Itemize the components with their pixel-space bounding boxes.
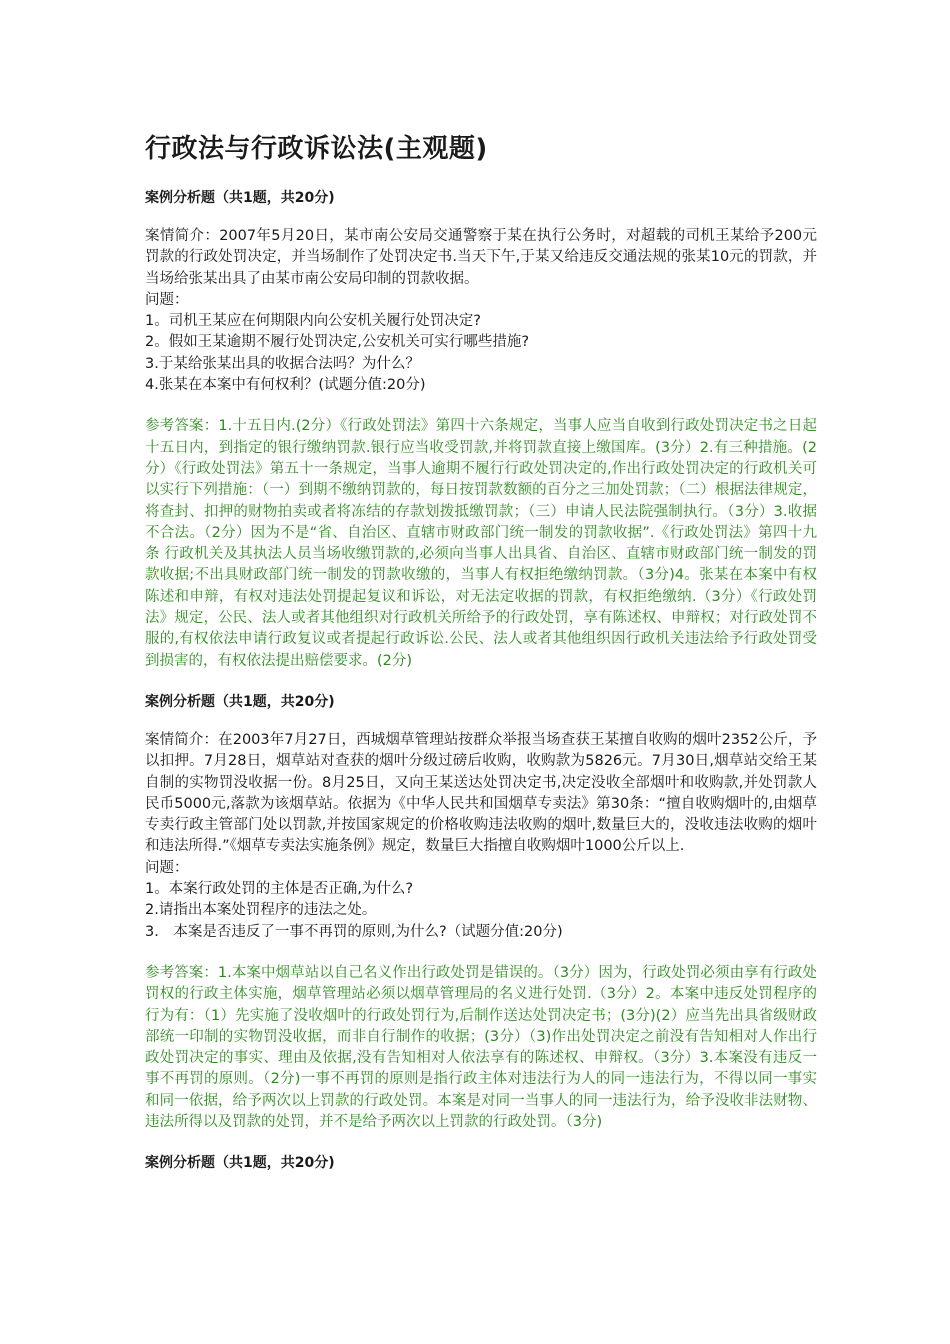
case-2-reference-answer: 参考答案：1.本案中烟草站以自己名义作出行政处罚是错误的。（3分）因为，行政处罚必须由享有行政处罚权的行政主体实施，烟草管理站必须以烟草管理局的名义进行处罚.（3分）2。本案中违反处罚程序的行为有：（1）先实施了没收烟叶的行政处罚行为,后制作送达处罚决定书；(3分)(2）应当先出具省级财政部统一印制的实物罚没收据，而非自行制作的收据；(3分）（3)作出处罚决定之前没有告知相对人作出行政处罚决定的事实、理由及依据,没有告知相对人依法享有的陈述权、申辩权。（3分）3.本案没有违反一事不再罚的原则。（2分)一事不再罚的原则是指行政主体对违法行为人的同一违法行为，不得以同一事实和同一依据，给予两次以上罚款的行政处罚。本案是对同一当事人的同一违法行为，给予没收非法财物、违法所得以及罚款的处罚，并不是给予两次以上罚款的行政处罚。（3分) bbox=[145, 964, 817, 1130]
case-2-description bbox=[145, 730, 817, 943]
case-2-question-3: 3. 本案是否违反了一事不再罚的原则,为什么?（试题分值:20分) bbox=[145, 923, 563, 940]
case-1-question-label: 问题： bbox=[145, 291, 189, 308]
case-2-intro: 案情简介：在2003年7月27日，西城烟草管理站按群众举报当场查获王某擅自收购的烟叶2352公斤，予以扣押。7月28日，烟草站对查获的烟叶分级过磅后收购，收购款为5826元。7月30日,烟草站交给王某自制的实物罚没收据一份。8月25日，又向王某送达处罚决定书,决定没收全部烟叶和收购款,并处罚款人民币5000元,落款为该烟草站。依据为《中华人民共和国烟草专卖法》第30条：“擅自收购烟叶的,由烟草专卖行政主管部门处以罚款,并按国家规定的价格收购违法收购的烟叶,数量巨大的，没收违法收购的烟叶和违法所得.”《烟草专卖法实施条例》规定，数量巨大指擅自收购烟叶1000公斤以上. bbox=[145, 731, 817, 855]
case-1-description bbox=[145, 226, 817, 396]
case-2-heading: 案例分析题（共1题，共20分) bbox=[145, 693, 335, 710]
document-title: 行政法与行政诉讼法(主观题) bbox=[145, 134, 488, 164]
case-1-question-2: 2。假如王某逾期不履行处罚决定,公安机关可实行哪些措施? bbox=[145, 334, 530, 351]
case-1-heading: 案例分析题（共1题，共20分) bbox=[145, 190, 335, 206]
case-1-question-4: 4.张某在本案中有何权利？(试题分值:20分) bbox=[145, 377, 426, 394]
case-1-reference-answer: 参考答案：1.十五日内.(2分）《行政处罚法》第四十六条规定，当事人应当自收到行政处罚决定书之日起十五日内，到指定的银行缴纳罚款.银行应当收受罚款,并将罚款直接上缴国库。(3分）2.有三种措施。(2分）《行政处罚法》第五十一条规定，当事人逾期不履行行政处罚决定的,作出行政处罚决定的行政机关可以实行下列措施：（一）到期不缴纳罚款的，每日按罚款数额的百分之三加处罚款；（二）根据法律规定，将查封、扣押的财物拍卖或者将冻结的存款划拨抵缴罚款；（三）申请人民法院强制执行。（3分）3.收据不合法。（2分）因为不是“省、自治区、直辖市财政部门统一制发的罚款收据”.《行政处罚法》第四十九条 行政机关及其执法人员当场收缴罚款的,必须向当事人出具省、自治区、直辖市财政部门统一制发的罚款收据;不出具财政部门统一制发的罚款收缴的，当事人有权拒绝缴纳罚款。（3分)4。张某在本案中有权陈述和申辩，有权对违法处罚提起复议和诉讼，对无法定收据的罚款，有权拒绝缴纳.（3分）《行政处罚法》规定，公民、法人或者其他组织对行政机关所给予的行政处罚，享有陈述权、申辩权；对行政处罚不服的,有权依法申请行政复议或者提起行政诉讼.公民、法人或者其他组织因行政机关违法给予行政处罚受到损害的，有权依法提出赔偿要求。(2分) bbox=[145, 418, 817, 669]
case-3-heading: 案例分析题（共1题，共20分) bbox=[145, 1155, 335, 1172]
case-2-question-1: 1。本案行政处罚的主体是否正确,为什么? bbox=[145, 881, 414, 898]
case-1-question-1: 1。司机王某应在何期限内向公安机关履行处罚决定? bbox=[145, 313, 481, 330]
case-2-question-label: 问题： bbox=[145, 859, 189, 876]
case-1-intro: 案情简介：2007年5月20日，某市南公安局交通警察于某在执行公务时，对超载的司机王某给予200元罚款的行政处罚决定，并当场制作了处罚决定书.当天下午,于某又给违反交通法规的张某10元的罚款，并当场给张某出具了由某市南公安局印制的罚款收据。 bbox=[145, 228, 817, 287]
case-2-question-2: 2.请指出本案处罚程序的违法之处。 bbox=[145, 902, 377, 919]
document-page bbox=[145, 128, 817, 1191]
case-1-question-3: 3.于某给张某出具的收据合法吗？为什么？ bbox=[145, 355, 420, 372]
